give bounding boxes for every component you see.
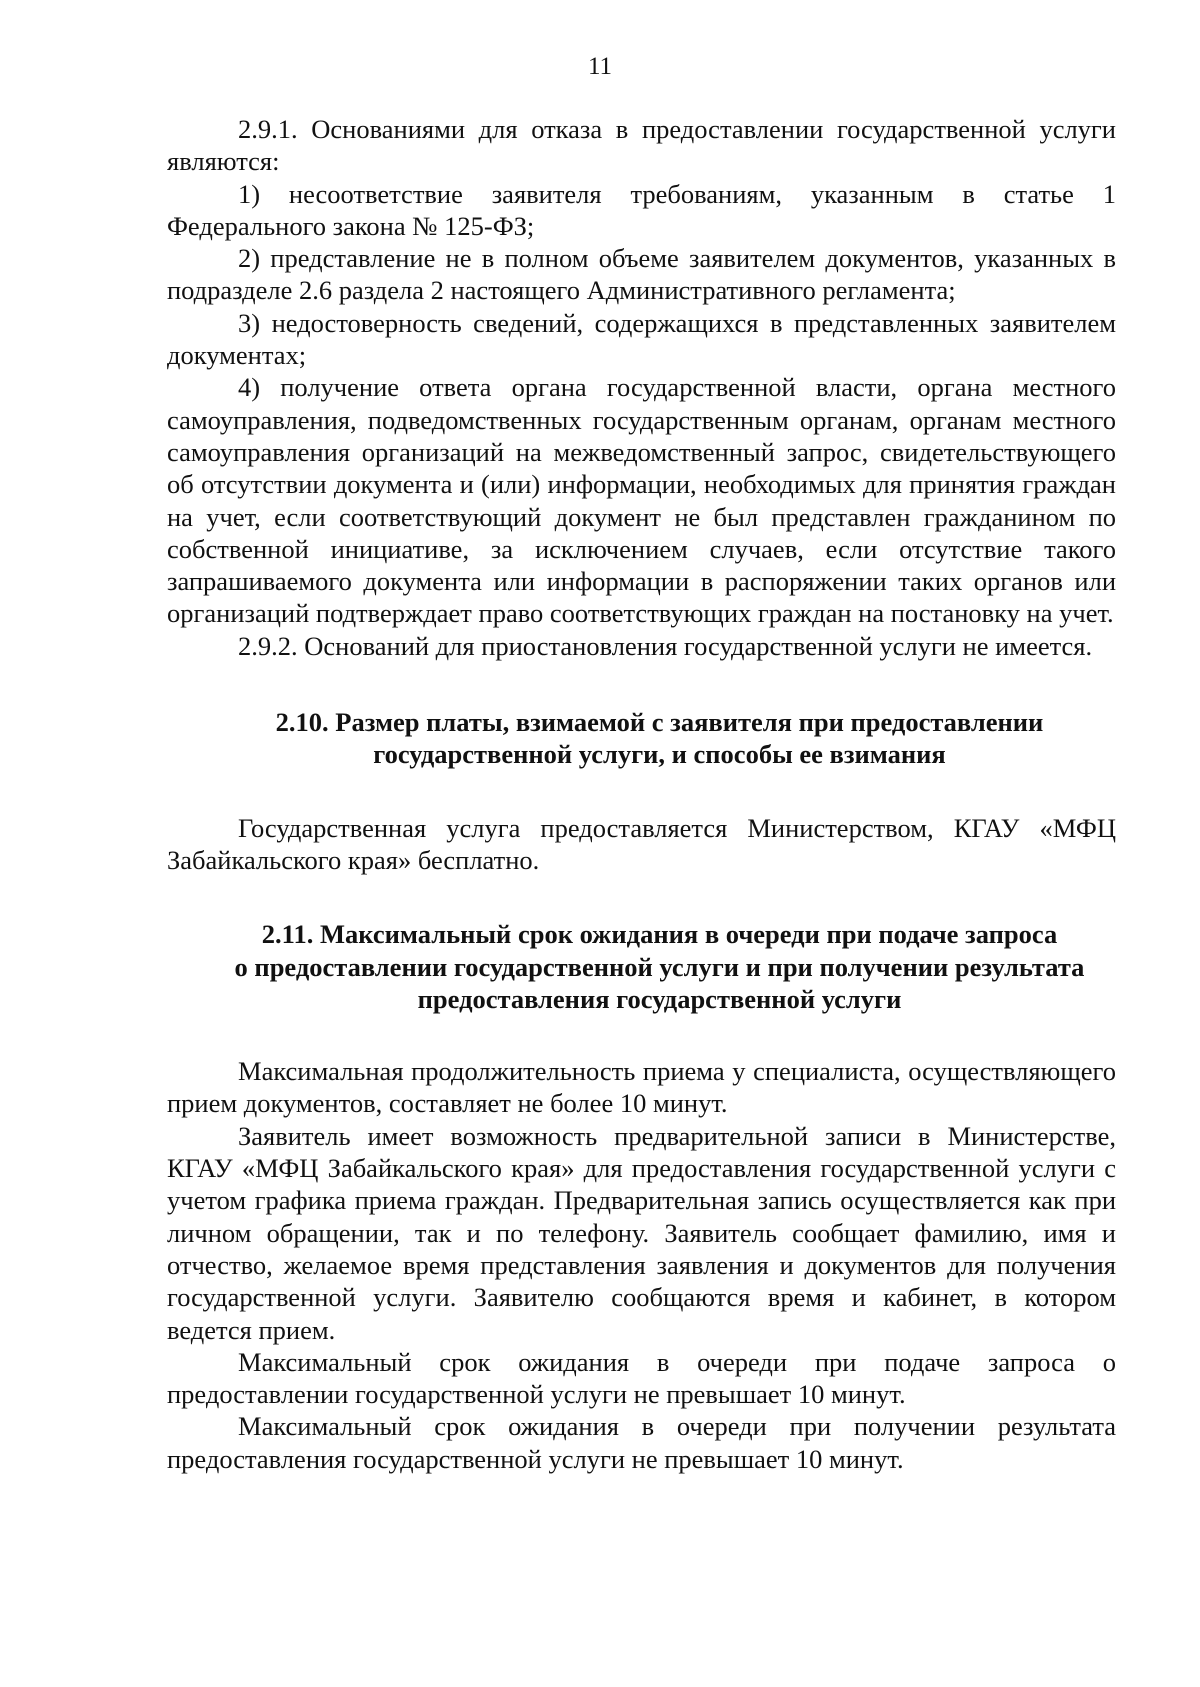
section-2-10-heading-line-1: 2.10. Размер платы, взимаемой с заявителя при предоставлении [275, 707, 1044, 738]
paragraph-fee: Государственная услуга предоставляется Министерством, КГАУ «МФЦ Забайкальского края» бесплатно. [167, 812, 1116, 875]
list-item-2: 2) представление не в полном объеме заявителем документов, указанных в подразделе 2.6 раздела 2 настоящего Административного регламента; [167, 243, 1116, 306]
paragraph-2-9-2: 2.9.2. Оснований для приостановления государственной услуги не имеется. [238, 630, 1093, 661]
list-item-3: 3) недостоверность сведений, содержащихся в представленных заявителем документах; [167, 307, 1116, 371]
paragraph-pre-registration: Заявитель имеет возможность предварительной записи в Министерстве, КГАУ «МФЦ Забайкальского края» для предоставления государственной услуги с учетом графика приема граждан. Предварительная запись осуществляется как при личном обращении, так и по телефону. Заявитель сообщает фамилию, имя и отчество, желаемое время представления заявления и документов для получения государственной услуги. Заявителю сообщаются время и кабинет, в котором ведется прием. [167, 1120, 1116, 1345]
document-body [167, 113, 1116, 1475]
page-number: 11 [587, 53, 613, 80]
section-2-11-heading [167, 918, 1116, 1015]
paragraph-2-9-1: 2.9.1. Основаниями для отказа в предоставлении государственной услуги являются: [167, 114, 1116, 177]
list-item-1: 1) несоответствие заявителя требованиям, указанным в статье 1 Федерального закона № 125-ФЗ; [167, 178, 1116, 241]
section-2-11-heading-line-2: о предоставлении государственной услуги и при получении результата [234, 951, 1085, 982]
list-item-4: 4) получение ответа органа государственной власти, органа местного самоуправления, подведомственных государственным органам, органам местного самоуправления организаций на межведомственный запрос, свидетельствующего об отсутствии документа и (или) информации, необходимых для принятия граждан на учет, если соответствующий документ не был представлен гражданином по собственной инициативе, за исключением случаев, если отсутствие такого запрашиваемого документа или информации в распоряжении таких органов или организаций подтверждает право соответствующих граждан на постановку на учет. [167, 372, 1116, 629]
paragraph-queue-submission: Максимальный срок ожидания в очереди при подаче запроса о предоставлении государственной услуги не превышает 10 минут. [167, 1346, 1116, 1410]
section-2-10-heading-line-2: государственной услуги, и способы ее взимания [373, 739, 946, 770]
paragraph-reception-duration: Максимальная продолжительность приема у специалиста, осуществляющего прием документов, составляет не более 10 минут. [167, 1056, 1116, 1119]
section-2-11-heading-line-3: предоставления государственной услуги [417, 983, 902, 1014]
section-2-10-heading [167, 706, 1116, 771]
paragraph-queue-result: Максимальный срок ожидания в очереди при получении результата предоставления государственной услуги не превышает 10 минут. [167, 1411, 1116, 1474]
section-2-11-heading-line-1: 2.11. Максимальный срок ожидания в очереди при подаче запроса [261, 919, 1058, 950]
